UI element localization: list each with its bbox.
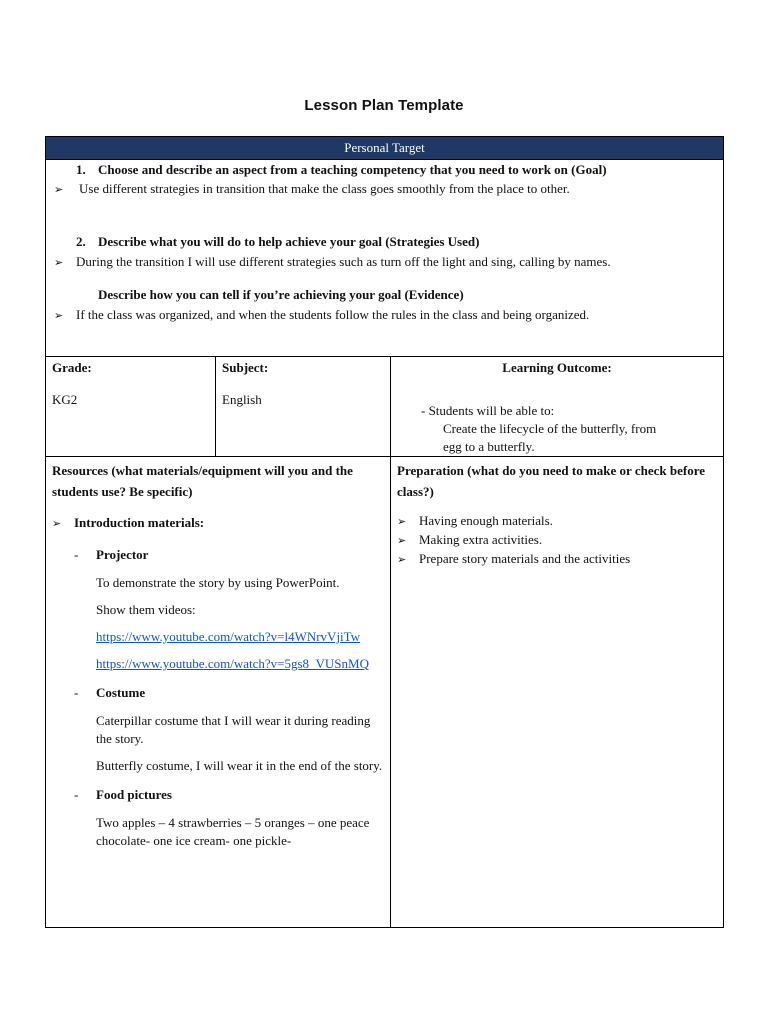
dash-bullet: - xyxy=(74,787,79,802)
arrow-bullet-icon: ➢ xyxy=(54,257,64,269)
strategies-heading: Describe what you will do to help achieve your goal (Strategies Used) xyxy=(98,234,480,249)
strategies-section xyxy=(46,234,723,270)
learning-outcome-line: egg to a butterfly. xyxy=(443,439,535,454)
arrow-bullet-icon: ➢ xyxy=(397,516,407,528)
subject-label: Subject: xyxy=(222,360,269,375)
food-pictures-text: Two apples – 4 strawberries – 5 oranges – one peace chocolate- one ice cream- one pickle- xyxy=(96,815,370,848)
strategies-number: 2. xyxy=(76,234,86,249)
projector-description: To demonstrate the story by using PowerPoint. xyxy=(96,575,340,590)
learning-outcome-line: - Students will be able to: xyxy=(421,403,555,418)
personal-target-header: Personal Target xyxy=(46,137,724,160)
list-item: ➢ Having enough materials. xyxy=(397,512,717,531)
caterpillar-costume-text: Caterpillar costume that I will wear it during reading the story. xyxy=(96,713,371,746)
personal-target-cell xyxy=(46,160,724,357)
arrow-bullet-icon: ➢ xyxy=(54,310,64,322)
video-link-1[interactable]: https://www.youtube.com/watch?v=l4WNrvVjiTw xyxy=(96,629,361,644)
goal-number: 1. xyxy=(76,162,86,177)
grade-cell xyxy=(46,357,216,457)
evidence-text: If the class was organized, and when the students follow the rules in the class and being organized. xyxy=(76,307,590,322)
preparation-cell xyxy=(391,457,724,928)
goal-heading: Choose and describe an aspect from a teaching competency that you need to work on (Goal) xyxy=(98,162,607,177)
preparation-heading: Preparation (what do you need to make or check before class?) xyxy=(397,463,706,499)
lesson-plan-table xyxy=(45,136,724,928)
food-pictures-label: Food pictures xyxy=(96,787,172,802)
dash-bullet: - xyxy=(74,547,79,562)
resources-heading: Resources (what materials/equipment will you and the students use? Be specific) xyxy=(52,463,353,499)
arrow-bullet-icon: ➢ xyxy=(397,554,407,566)
arrow-bullet-icon: ➢ xyxy=(54,184,64,196)
preparation-list xyxy=(397,512,717,569)
subject-value: English xyxy=(222,392,262,407)
strategies-text: During the transition I will use different strategies such as turn off the light and sing, calling by names. xyxy=(76,254,611,269)
goal-text: Use different strategies in transition that make the class goes smoothly from the place to other. xyxy=(79,181,570,196)
butterfly-costume-text: Butterfly costume, I will wear it in the end of the story. xyxy=(96,758,383,773)
dash-bullet: - xyxy=(74,685,79,700)
videos-label: Show them videos: xyxy=(96,602,196,617)
learning-outcome-label: Learning Outcome: xyxy=(502,360,612,375)
learning-outcome-cell xyxy=(391,357,724,457)
grade-label: Grade: xyxy=(52,360,92,375)
list-item: ➢ Prepare story materials and the activities xyxy=(397,550,717,569)
video-link-2[interactable]: https://www.youtube.com/watch?v=5gs8_VUSnMQ xyxy=(96,656,369,671)
learning-outcome-line: Create the lifecycle of the butterfly, from xyxy=(443,421,657,436)
projector-label: Projector xyxy=(96,547,149,562)
list-item: ➢ Making extra activities. xyxy=(397,531,717,550)
grade-value: KG2 xyxy=(52,392,78,407)
arrow-bullet-icon: ➢ xyxy=(52,518,62,530)
evidence-section xyxy=(46,287,723,323)
subject-cell xyxy=(216,357,391,457)
arrow-bullet-icon: ➢ xyxy=(397,535,407,547)
goal-section xyxy=(46,162,723,197)
page-title: Lesson Plan Template xyxy=(304,97,464,114)
resources-cell xyxy=(46,457,391,928)
introduction-materials-label: Introduction materials: xyxy=(74,515,205,530)
costume-label: Costume xyxy=(96,685,146,700)
evidence-heading: Describe how you can tell if you’re achieving your goal (Evidence) xyxy=(98,287,464,302)
